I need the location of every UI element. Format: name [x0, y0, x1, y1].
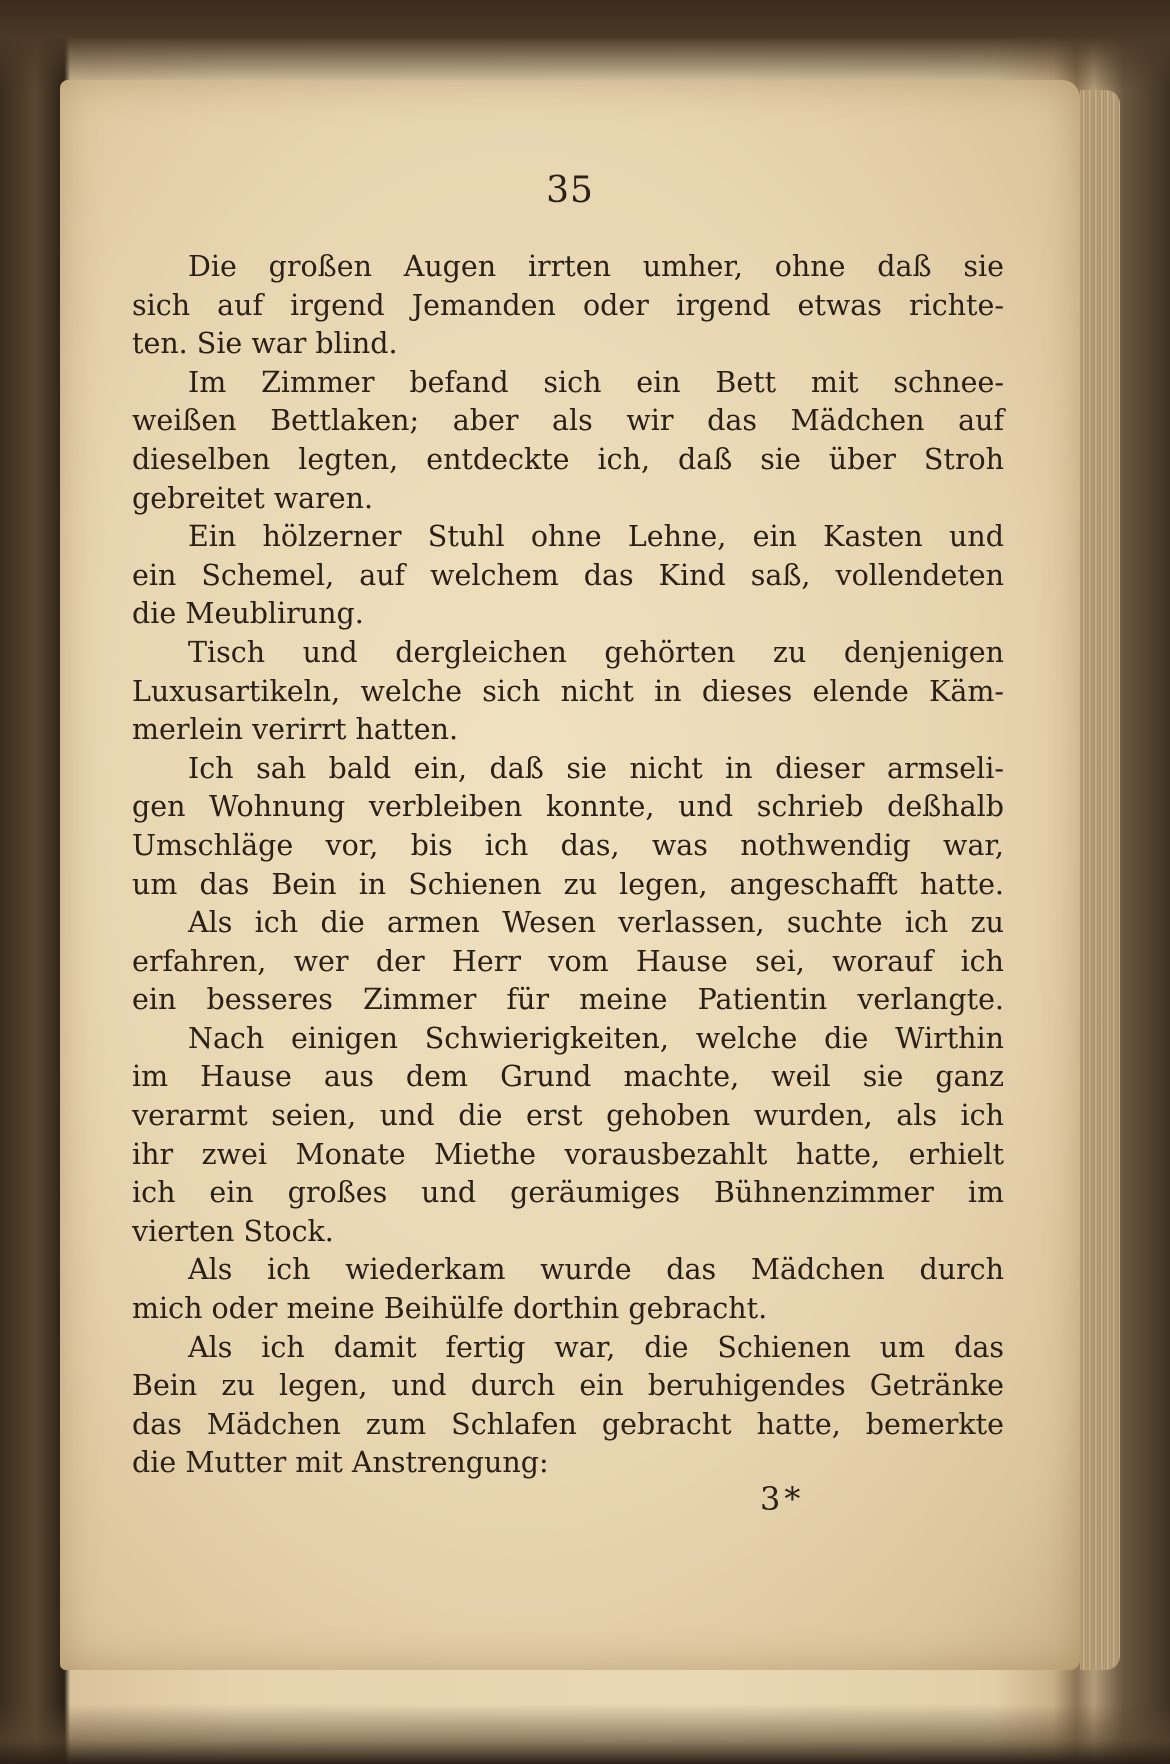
- text-line: dieselben legten, entdeckte ich, daß sie über Stroh: [132, 442, 1004, 476]
- signature-mark: 3*: [760, 1480, 805, 1518]
- text-line: mich oder meine Beihülfe dorthin gebracht.: [132, 1292, 768, 1326]
- text-line: vierten Stock.: [132, 1214, 334, 1248]
- text-line: Tisch und dergleichen gehörten zu denjenigen: [188, 635, 1004, 669]
- text-line: im Hause aus dem Grund machte, weil sie ganz: [132, 1060, 1004, 1094]
- text-line: Nach einigen Schwierigkeiten, welche die Wirthin: [188, 1021, 1004, 1055]
- text-line: Bein zu legen, und durch ein beruhigendes Getränke: [132, 1369, 1004, 1403]
- text-line: merlein verirrt hatten.: [132, 713, 459, 747]
- text-line: Als ich die armen Wesen verlassen, suchte ich zu: [188, 906, 1004, 940]
- text-line: Luxusartikeln, welche sich nicht in dieses elende Käm-: [132, 674, 1004, 708]
- text-line: Umschläge vor, bis ich das, was nothwendig war,: [132, 828, 1004, 862]
- text-line: sich auf irgend Jemanden oder irgend etwas richte-: [132, 288, 1004, 322]
- text-line: ich ein großes und geräumiges Bühnenzimmer im: [132, 1176, 1004, 1210]
- text-line: Ich sah bald ein, daß sie nicht in dieser armseli-: [188, 751, 1004, 785]
- text-line: verarmt seien, und die erst gehoben wurden, als ich: [132, 1099, 1004, 1133]
- text-line: weißen Bettlaken; aber als wir das Mädchen auf: [132, 404, 1004, 438]
- text-line: die Mutter mit Anstrengung:: [132, 1446, 549, 1480]
- text-line: um das Bein in Schienen zu legen, angeschafft hatte.: [132, 867, 1004, 901]
- binding-shadow-top: [0, 0, 1170, 90]
- text-line: Ein hölzerner Stuhl ohne Lehne, ein Kasten und: [188, 520, 1004, 554]
- binding-shadow-bottom: [0, 1704, 1170, 1764]
- text-line: gen Wohnung verbleiben konnte, und schrieb deßhalb: [132, 790, 1004, 824]
- text-line: ein Schemel, auf welchem das Kind saß, vollendeten: [132, 558, 1004, 592]
- text-line: ein besseres Zimmer für meine Patientin verlangte.: [132, 983, 1004, 1017]
- page-number: 35: [546, 170, 594, 211]
- text-line: Als ich wiederkam wurde das Mädchen durch: [188, 1253, 1004, 1287]
- text-line: die Meublirung.: [132, 597, 364, 631]
- text-line: gebreitet waren.: [132, 481, 374, 515]
- text-line: erfahren, wer der Herr vom Hause sei, worauf ich: [132, 944, 1004, 978]
- text-line: Als ich damit fertig war, die Schienen um das: [188, 1330, 1004, 1364]
- text-line: Im Zimmer befand sich ein Bett mit schnee-: [188, 365, 1004, 399]
- book-page: [60, 80, 1080, 1670]
- page-edges: [1080, 90, 1120, 1670]
- text-line: ihr zwei Monate Miethe vorausbezahlt hatte, erhielt: [132, 1137, 1004, 1171]
- page-body-text: [132, 248, 1004, 1483]
- text-line: das Mädchen zum Schlafen gebracht hatte, bemerkte: [132, 1407, 1004, 1441]
- text-line: Die großen Augen irrten umher, ohne daß sie: [188, 250, 1004, 283]
- text-line: ten. Sie war blind.: [132, 327, 398, 361]
